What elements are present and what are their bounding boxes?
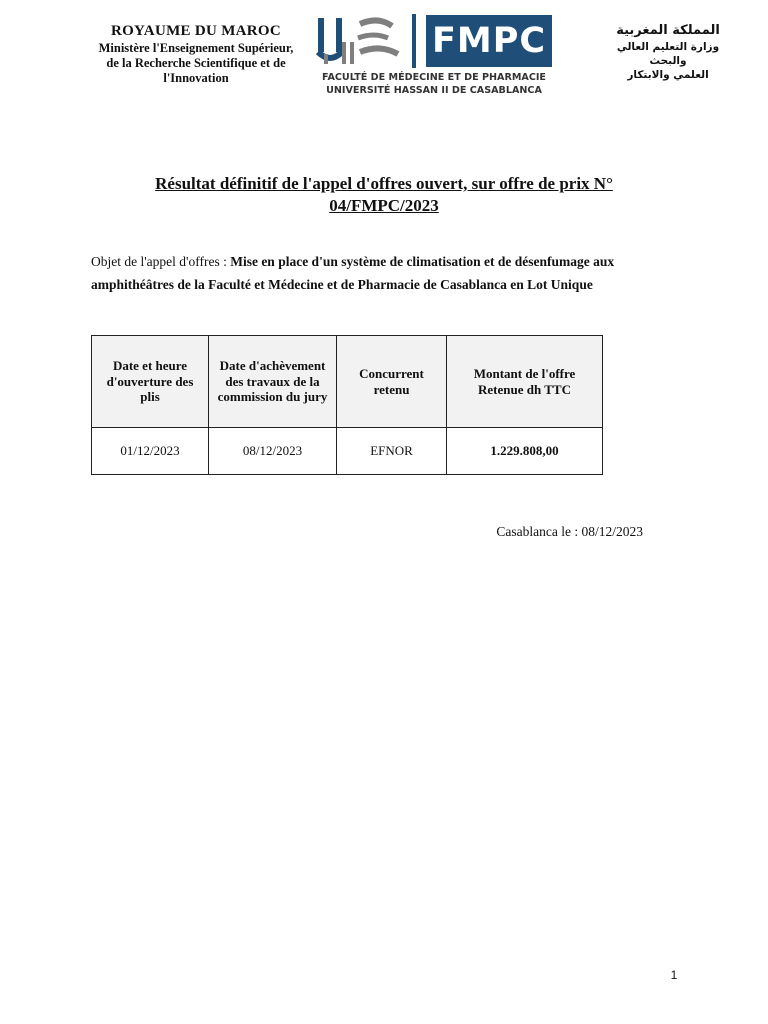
ministry-arabic-line-2: العلمي والابتكار <box>627 69 709 81</box>
ministry-arabic-line-1: وزارة التعليم العالي والبحث <box>616 41 720 67</box>
header-right-block <box>598 22 738 82</box>
table-row <box>92 428 603 475</box>
cell-winning-bidder: EFNOR <box>337 428 447 475</box>
place-and-date: Casablanca le : 08/12/2023 <box>496 524 643 539</box>
fmpc-wordmark: FMPC <box>426 15 552 67</box>
page-number: 1 <box>670 968 678 982</box>
ministry-line-1: Ministère l'Enseignement Supérieur, <box>98 41 294 55</box>
header-opening-date: Date et heure d'ouverture des plis <box>92 336 209 428</box>
logo-caption <box>314 72 554 97</box>
cell-opening-date: 01/12/2023 <box>92 428 209 475</box>
cell-offer-amount: 1.229.808,00 <box>447 428 603 475</box>
ministry-line-2: de la Recherche Scientifique et de <box>106 56 286 70</box>
header-winning-bidder: Concurrent retenu <box>337 336 447 428</box>
subject-text: Mise en place d'un système de climatisation et de désenfumage aux amphithéâtres de la Faculté et Médecine et de Pharmacie de Casablanca en Lot Unique <box>91 254 615 292</box>
title-line-2: 04/FMPC/2023 <box>329 196 439 215</box>
header-left-block <box>80 24 312 86</box>
tender-subject <box>91 250 671 296</box>
header-offer-amount: Montant de l'offre Retenue dh TTC <box>447 336 603 428</box>
fmpc-logo <box>314 14 554 100</box>
ministry-line-3: l'Innovation <box>163 71 229 85</box>
faculty-name: FACULTÉ DE MÉDECINE ET DE PHARMACIE <box>322 72 546 83</box>
university-emblem-icon <box>314 14 418 68</box>
kingdom-title: ROYAUME DU MAROC <box>110 23 282 39</box>
kingdom-title-arabic: المملكة المغربية <box>616 23 720 38</box>
cell-completion-date: 08/12/2023 <box>209 428 337 475</box>
university-name: UNIVERSITÉ HASSAN II DE CASABLANCA <box>326 84 542 96</box>
header-completion-date: Date d'achèvement des travaux de la commission du jury <box>209 336 337 428</box>
subject-label: Objet de l'appel d'offres : <box>91 254 227 269</box>
results-table <box>91 335 603 475</box>
document-title <box>100 173 668 217</box>
title-line-1: Résultat définitif de l'appel d'offres ouvert, sur offre de prix N° <box>155 174 613 193</box>
table-header-row <box>92 336 603 428</box>
